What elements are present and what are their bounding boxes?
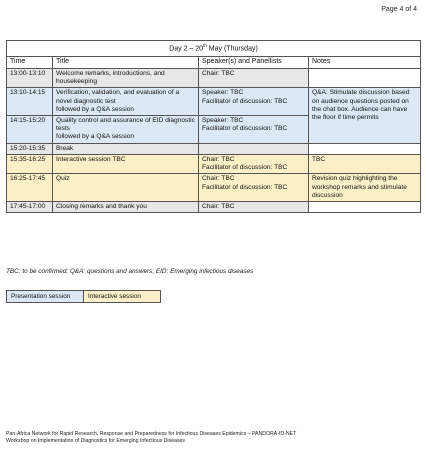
speaker-line: Facilitator of discussion: TBC	[202, 97, 288, 105]
title-line: Break	[56, 144, 74, 152]
cell-time: 13:00-13:10	[7, 68, 53, 87]
schedule-body	[7, 68, 421, 213]
column-header-row	[7, 57, 421, 69]
cell-time: 17:45-17:00	[7, 202, 53, 213]
title-line: Quiz	[56, 175, 70, 183]
title-line: Quality control and assurance of EID diagnostic tests	[56, 117, 195, 133]
day-header-suffix: May (Thursday)	[206, 45, 258, 53]
column-header-notes: Notes	[309, 57, 421, 69]
cell-time: 15:20-15:35	[7, 143, 53, 154]
cell-notes	[309, 88, 421, 143]
speaker-line: Chair: TBC	[202, 69, 235, 77]
title-line: Verification, validation, and evaluation of a novel diagnostic test	[56, 89, 180, 105]
cell-time: 16:25-17:45	[7, 174, 53, 202]
column-header-title: Title	[53, 57, 199, 69]
speaker-line: Facilitator of discussion: TBC	[202, 125, 288, 133]
day-header-sup: th	[203, 43, 207, 48]
page-number: Page 4 of 4	[381, 6, 417, 13]
session-legend	[6, 290, 161, 303]
speaker-line: Chair: TBC	[202, 155, 235, 163]
cell-notes	[309, 143, 421, 154]
schedule-row	[7, 154, 421, 173]
speaker-line: Chair: TBC	[202, 203, 235, 211]
cell-speakers	[199, 154, 309, 173]
title-line: followed by a Q&A session	[56, 105, 135, 113]
title-line: followed by a Q&A session	[56, 133, 135, 141]
speaker-line: Speaker: TBC	[202, 117, 244, 124]
cell-title	[53, 154, 199, 173]
speaker-line: Facilitator of discussion: TBC	[202, 183, 288, 191]
footer-line: Pan-Africa Network for Rapid Research, Response and Preparedness for Infectious Diseases Epidemics – PANDORA-ID-NET	[6, 431, 297, 437]
column-header-speakers: Speaker(s) and Panellists	[199, 57, 309, 69]
cell-speakers	[199, 174, 309, 202]
notes-line: Revision quiz highlighting the workshop remarks and stimulate discussion	[312, 175, 407, 199]
cell-speakers	[199, 202, 309, 213]
page-footer	[6, 431, 296, 445]
title-line: Welcome remarks, introductions, and housekeeping	[56, 69, 165, 86]
day-header-row	[7, 41, 421, 57]
cell-title	[53, 143, 199, 154]
schedule-row	[7, 68, 421, 87]
title-line: Closing remarks and thank you	[56, 203, 147, 211]
footer-line: Workshop on Implementation of Diagnostics for Emerging Infectious Diseases	[6, 437, 185, 444]
cell-title	[53, 174, 199, 202]
schedule-row	[7, 88, 421, 116]
day-header	[7, 41, 421, 57]
speaker-line: Chair: TBC	[202, 175, 235, 183]
cell-title	[53, 88, 199, 116]
cell-notes	[309, 154, 421, 173]
schedule-row	[7, 143, 421, 154]
cell-time: 14:15-15:20	[7, 116, 53, 144]
legend-interactive: Interactive session	[84, 291, 160, 302]
notes-line: TBC	[312, 155, 326, 163]
notes-line: Q&A: Stimulate discussion based on audience questions posted on the chat box. Audience can have the floor if time permits	[312, 89, 410, 121]
cell-speakers	[199, 143, 309, 154]
speaker-line: Speaker: TBC	[202, 89, 244, 97]
speaker-line: Facilitator of discussion: TBC	[202, 164, 288, 172]
cell-notes	[309, 202, 421, 213]
footnote: TBC: to be confirmed; Q&A: questions and answers; EID: Emerging infectious diseases	[6, 268, 254, 275]
schedule-row	[7, 174, 421, 202]
cell-title	[53, 202, 199, 213]
title-line: Interactive session TBC	[56, 155, 126, 163]
day-header-text: Day 2 – 20	[169, 45, 204, 53]
schedule-row	[7, 202, 421, 213]
column-header-time: Time	[7, 57, 53, 69]
cell-time: 13:10-14:15	[7, 88, 53, 116]
cell-speakers	[199, 68, 309, 87]
cell-notes	[309, 174, 421, 202]
cell-title	[53, 68, 199, 87]
schedule-table	[6, 40, 421, 213]
cell-speakers	[199, 116, 309, 144]
cell-title	[53, 116, 199, 144]
cell-speakers	[199, 88, 309, 116]
cell-time: 15:35-16:25	[7, 154, 53, 173]
cell-notes	[309, 68, 421, 87]
legend-presentation: Presentation session	[7, 291, 84, 302]
